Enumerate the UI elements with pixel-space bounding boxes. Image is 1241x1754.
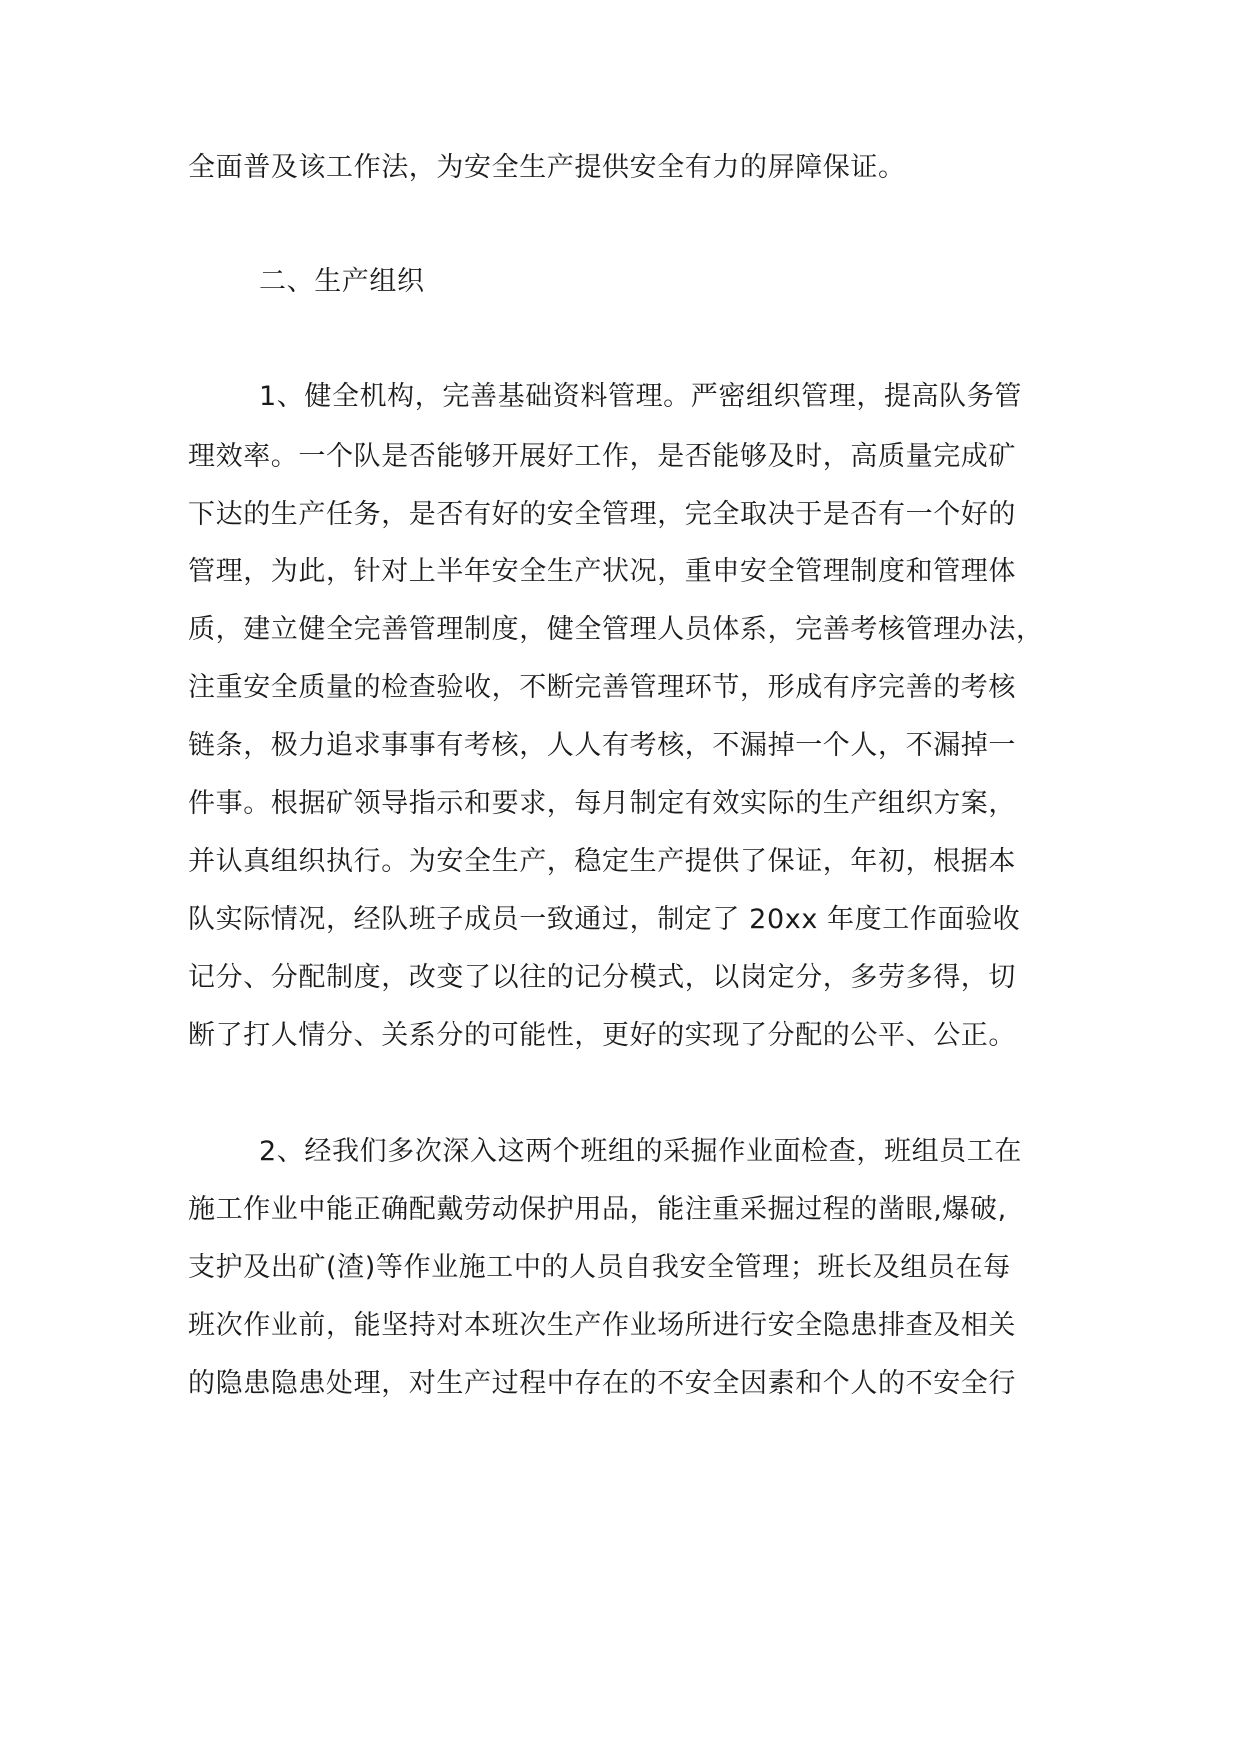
paragraph-line: 班次作业前，能坚持对本班次生产作业场所进行安全隐患排查及相关 bbox=[188, 1310, 1016, 1341]
section-heading: 二、生产组织 bbox=[259, 266, 425, 297]
paragraph-line: 下达的生产任务，是否有好的安全管理，完全取决于是否有一个好的 bbox=[188, 499, 1016, 530]
paragraph-continuation-line: 全面普及该工作法，为安全生产提供安全有力的屏障保证。 bbox=[188, 152, 906, 183]
paragraph-line: 施工作业中能正确配戴劳动保护用品，能注重采掘过程的凿眼,爆破, bbox=[188, 1194, 1007, 1225]
paragraph-line: 1、健全机构，完善基础资料管理。严密组织管理，提高队务管 bbox=[259, 381, 1022, 412]
paragraph-line: 链条，极力追求事事有考核，人人有考核，不漏掉一个人，不漏掉一 bbox=[188, 730, 1016, 761]
paragraph-line: 支护及出矿(渣)等作业施工中的人员自我安全管理；班长及组员在每 bbox=[188, 1252, 1011, 1283]
paragraph-line: 质，建立健全完善管理制度，健全管理人员体系，完善考核管理办法， bbox=[188, 614, 1044, 645]
paragraph-line: 并认真组织执行。为安全生产，稳定生产提供了保证，年初，根据本 bbox=[188, 846, 1016, 877]
paragraph-line: 管理，为此，针对上半年安全生产状况，重申安全管理制度和管理体 bbox=[188, 556, 1016, 587]
paragraph-line: 断了打人情分、关系分的可能性，更好的实现了分配的公平、公正。 bbox=[188, 1020, 1016, 1051]
paragraph-line: 2、经我们多次深入这两个班组的采掘作业面检查，班组员工在 bbox=[259, 1136, 1022, 1167]
paragraph-line: 的隐患隐患处理，对生产过程中存在的不安全因素和个人的不安全行 bbox=[188, 1368, 1016, 1399]
paragraph-line: 件事。根据矿领导指示和要求，每月制定有效实际的生产组织方案， bbox=[188, 788, 1016, 819]
paragraph-line: 理效率。一个队是否能够开展好工作，是否能够及时，高质量完成矿 bbox=[188, 441, 1016, 472]
paragraph-line: 注重安全质量的检查验收，不断完善管理环节，形成有序完善的考核 bbox=[188, 672, 1016, 703]
paragraph-line: 队实际情况，经队班子成员一致通过，制定了 20xx 年度工作面验收 bbox=[188, 904, 1021, 935]
paragraph-line: 记分、分配制度，改变了以往的记分模式，以岗定分，多劳多得，切 bbox=[188, 962, 1016, 993]
